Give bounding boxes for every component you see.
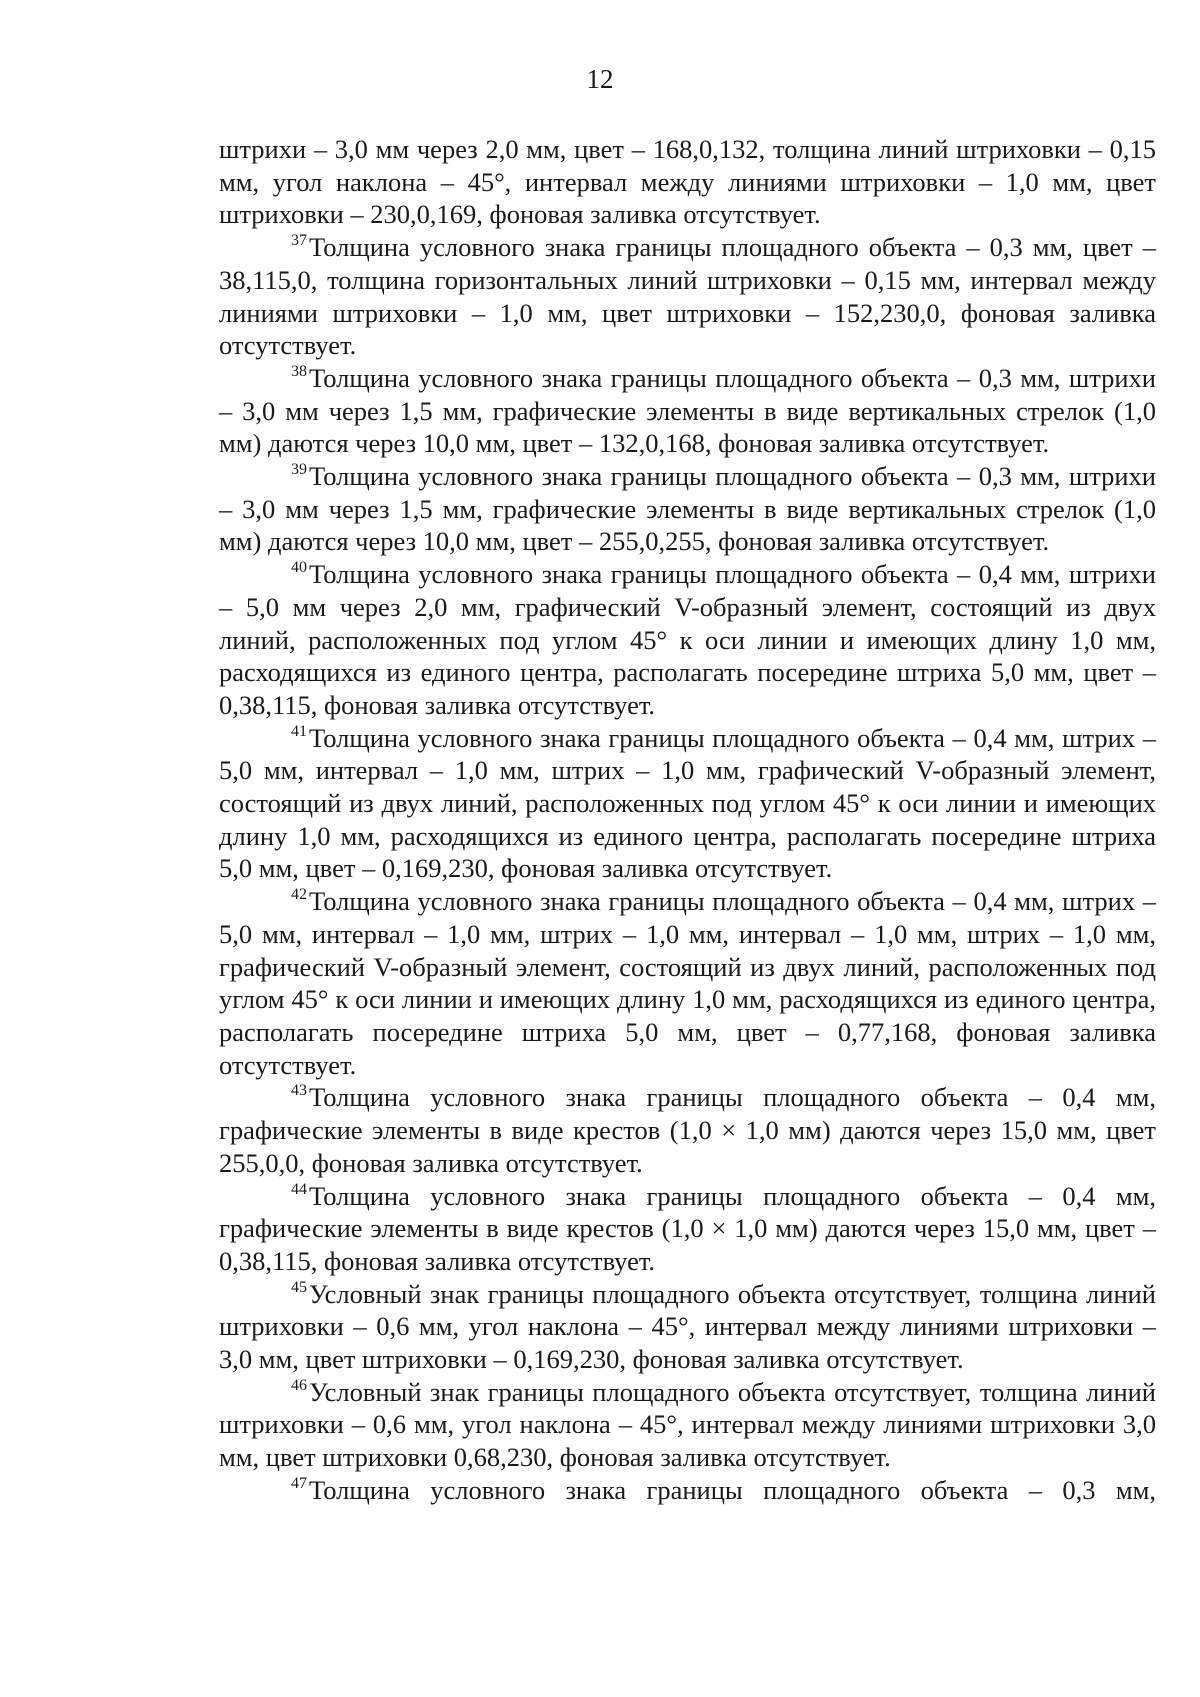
- paragraph-text: Толщина условного знака границы площадного объекта – 0,3 мм, штрихи – 3,0 мм через 1,5 мм, графические элементы в виде вертикальных стрелок (1,0 мм) даются через 10,0 мм, цвет – 255,0,255, фоновая заливка отсутствует.: [219, 461, 1156, 557]
- footnote-number: 47: [291, 1474, 307, 1492]
- paragraph-text: Толщина условного знака границы площадного объекта – 0,3 мм,: [309, 1474, 1156, 1505]
- footnote-38: [219, 362, 1156, 460]
- paragraph-text: Толщина условного знака границы площадного объекта – 0,4 мм, штрих – 5,0 мм, интервал – 1,0 мм, штрих – 1,0 мм, интервал – 1,0 мм, штрих – 1,0 мм, графический V-образный элемент, состоящий из двух линий, расположенных под углом 45° к оси линии и имеющих длину 1,0 мм, расходящихся из единого центра, располагать посередине штриха 5,0 мм, цвет – 0,77,168, фоновая заливка отсутствует.: [219, 886, 1156, 1080]
- footnote-37: [219, 231, 1156, 362]
- paragraph-text: Толщина условного знака границы площадного объекта – 0,4 мм, графические элементы в виде крестов (1,0 × 1,0 мм) даются через 15,0 мм, цвет 255,0,0, фоновая заливка отсутствует.: [219, 1082, 1156, 1178]
- footnote-39: [219, 460, 1156, 558]
- footnote-number: 44: [291, 1180, 307, 1198]
- footnote-number: 43: [291, 1082, 307, 1100]
- paragraph-continued: [219, 133, 1156, 231]
- footnote-43: [219, 1081, 1156, 1179]
- footnote-45: [219, 1278, 1156, 1376]
- footnote-40: [219, 558, 1156, 722]
- document-body: [219, 133, 1156, 1507]
- paragraph-text: Толщина условного знака границы площадного объекта – 0,3 мм, цвет – 38,115,0, толщина горизонтальных линий штриховки – 0,15 мм, интервал между линиями штриховки – 1,0 мм, цвет штриховки – 152,230,0, фоновая заливка отсутствует.: [219, 232, 1156, 361]
- paragraph-text: Толщина условного знака границы площадного объекта – 0,4 мм, графические элементы в виде крестов (1,0 × 1,0 мм) даются через 15,0 мм, цвет – 0,38,115, фоновая заливка отсутствует.: [219, 1180, 1156, 1276]
- footnote-number: 40: [291, 559, 307, 577]
- paragraph-text: Условный знак границы площадного объекта отсутствует, толщина линий штриховки – 0,6 мм, угол наклона – 45°, интервал между линиями штриховки 3,0 мм, цвет штриховки 0,68,230, фоновая заливка отсутствует.: [219, 1376, 1156, 1473]
- footnote-number: 45: [291, 1278, 307, 1296]
- footnote-number: 41: [291, 722, 307, 740]
- footnote-41: [219, 722, 1156, 886]
- footnote-number: 39: [291, 461, 307, 479]
- paragraph-text: Толщина условного знака границы площадного объекта – 0,4 мм, штрих – 5,0 мм, интервал – 1,0 мм, штрих – 1,0 мм, графический V-образный элемент, состоящий из двух линий, расположенных под углом 45° к оси линии и имеющих длину 1,0 мм, расходящихся из единого центра, располагать посередине штриха 5,0 мм, цвет – 0,169,230, фоновая заливка отсутствует.: [219, 722, 1156, 884]
- paragraph-text: Условный знак границы площадного объекта отсутствует, толщина линий штриховки – 0,6 мм, угол наклона – 45°, интервал между линиями штриховки – 3,0 мм, цвет штриховки – 0,169,230, фоновая заливка отсутствует.: [219, 1278, 1156, 1375]
- footnote-47: [219, 1474, 1156, 1507]
- footnote-number: 37: [291, 232, 307, 250]
- paragraph-text: Толщина условного знака границы площадного объекта – 0,4 мм, штрихи – 5,0 мм через 2,0 мм, графический V-образный элемент, состоящий из двух линий, расположенных под углом 45° к оси линии и имеющих длину 1,0 мм, расходящихся из единого центра, располагать посередине штриха 5,0 мм, цвет – 0,38,115, фоновая заливка отсутствует.: [219, 559, 1156, 720]
- page-number: 12: [586, 64, 614, 94]
- footnote-number: 38: [291, 362, 307, 380]
- paragraph-text: штрихи – 3,0 мм через 2,0 мм, цвет – 168,0,132, толщина линий штриховки – 0,15 мм, угол наклона – 45°, интервал между линиями штриховки – 1,0 мм, цвет штриховки – 230,0,169, фоновая заливка отсутствует.: [219, 134, 1156, 230]
- footnote-42: [219, 885, 1156, 1081]
- footnote-number: 42: [291, 886, 307, 904]
- paragraph-text: Толщина условного знака границы площадного объекта – 0,3 мм, штрихи – 3,0 мм через 1,5 мм, графические элементы в виде вертикальных стрелок (1,0 мм) даются через 10,0 мм, цвет – 132,0,168, фоновая заливка отсутствует.: [219, 362, 1156, 459]
- footnote-44: [219, 1180, 1156, 1278]
- footnote-number: 46: [291, 1376, 307, 1394]
- footnote-46: [219, 1376, 1156, 1474]
